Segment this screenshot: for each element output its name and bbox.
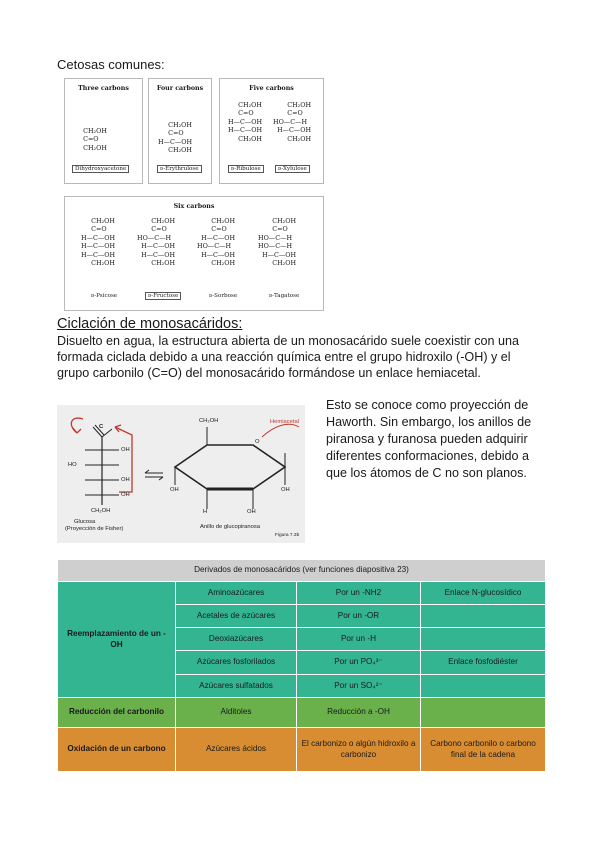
dihydroxyacetone-structure: CH₂OH C=O CH₂OH xyxy=(83,127,107,152)
xylulose-structure: CH₂OH C=O HO—C—H H—C—OH CH₂OH xyxy=(273,101,312,143)
ring-oh-left: OH xyxy=(170,487,179,493)
ring-ch2oh: CH₂OH xyxy=(199,418,219,424)
row-how: Por un -OR xyxy=(297,605,421,628)
figure-number: Figura 7.3b xyxy=(275,533,300,538)
row-name: Azúcares ácidos xyxy=(176,728,297,772)
erythrulose-structure: CH₂OH C=O H—C—OH CH₂OH xyxy=(158,121,193,155)
three-carbons-title: Three carbons xyxy=(78,85,129,92)
ring-oh-c2: OH xyxy=(247,509,256,515)
row-how: Por un -NH2 xyxy=(297,582,421,605)
ring-oxygen: O xyxy=(255,439,260,445)
row-name: Aminoazúcares xyxy=(176,582,297,605)
six-carbons-box xyxy=(64,196,324,311)
fischer-ho-2: HO xyxy=(68,462,77,468)
row-how: Por un -H xyxy=(297,628,421,651)
row-how: Por un SO₄²⁻ xyxy=(297,675,421,698)
row-how: El carbonizo o algún hidroxilo a carbonizo xyxy=(297,728,421,772)
five-carbons-title: Five carbons xyxy=(249,85,294,92)
fischer-ch2oh: CH₂OH xyxy=(91,508,111,514)
ring-caption: Anillo de glucopiranosa xyxy=(200,524,260,530)
sorbose-label: ᴅ-Sorbose xyxy=(209,293,238,299)
row-name: Azúcares sulfatados xyxy=(176,675,297,698)
fischer-c-label: C xyxy=(99,424,104,430)
row-name: Azúcares fosforilados xyxy=(176,651,297,675)
erythrulose-label: ᴅ-Erythrulose xyxy=(157,165,202,173)
paragraph-haworth: Esto se conoce como proyección de Haworth. Sin embargo, los anillos de piranosa y furanosa pueden adquirir diferentes conformaciones, debido a que los átomos de C no son planos. xyxy=(326,398,532,480)
row-note: Carbono carbonilo o carbono final de la cadena xyxy=(421,728,546,772)
ribulose-label: ᴅ-Ribulose xyxy=(228,165,264,173)
section-title-cetosas: Cetosas comunes: xyxy=(57,57,165,72)
table-header: Derivados de monosacáridos (ver funciones diapositiva 23) xyxy=(58,560,546,582)
row-name: Deoxiazúcares xyxy=(176,628,297,651)
fructose-structure: CH₂OH C=O HO—C—H H—C—OH H—C—OH CH₂OH xyxy=(137,217,176,268)
section-title-ciclacion: Ciclación de monosacáridos: xyxy=(57,316,243,332)
ring-h-c3: H xyxy=(203,509,208,515)
five-carbons-box xyxy=(219,78,324,184)
row-note xyxy=(421,605,546,628)
row-name: Alditoles xyxy=(176,698,297,728)
psicose-structure: CH₂OH C=O H—C—OH H—C—OH H—C—OH CH₂OH xyxy=(81,217,116,268)
tagatose-label: ᴅ-Tagatose xyxy=(269,293,300,299)
row-note xyxy=(421,675,546,698)
table-row xyxy=(58,698,546,728)
row-note: Enlace N-glucosídico xyxy=(421,582,546,605)
fischer-caption-2: (Proyección de Fisher) xyxy=(65,526,124,532)
row-how: Reducción a -OH xyxy=(297,698,421,728)
table-header-row xyxy=(58,560,546,582)
hemiacetal-label: Hemiacetal xyxy=(270,419,299,425)
row-note: Enlace fosfodiéster xyxy=(421,651,546,675)
sorbose-structure: CH₂OH C=O H—C—OH HO—C—H H—C—OH CH₂OH xyxy=(197,217,236,268)
haworth-figure xyxy=(57,405,305,543)
table-row xyxy=(58,582,546,605)
ring-oh-c1: OH xyxy=(281,487,290,493)
fructose-label: ᴅ-Fructose xyxy=(145,292,181,300)
tagatose-structure: CH₂OH C=O HO—C—H HO—C—H H—C—OH CH₂OH xyxy=(258,217,297,268)
fischer-oh-4: OH xyxy=(121,492,130,498)
four-carbons-title: Four carbons xyxy=(156,85,204,92)
table-row xyxy=(58,728,546,772)
fischer-oh-1: OH xyxy=(121,447,130,453)
ribulose-structure: CH₂OH C=O H—C—OH H—C—OH CH₂OH xyxy=(228,101,263,143)
dihydroxyacetone-label: Dihydroxyacetone xyxy=(72,165,129,173)
psicose-label: ᴅ-Psicose xyxy=(91,293,118,299)
paragraph-disuelto: Disuelto en agua, la estructura abierta de un monosacárido suele coexistir con una formada ciclada debido a una reacción química entre el grupo hidroxilo (-OH) y el grupo carbonilo (C=O) del monosacárido formándose un enlace hemiacetal. xyxy=(57,334,520,380)
group-reduccion: Reducción del carbonilo xyxy=(58,698,176,728)
group-oxidacion: Oxidación de un carbono xyxy=(58,728,176,772)
four-carbons-box xyxy=(148,78,212,184)
fischer-caption-1: Glucosa xyxy=(74,519,96,525)
group-reemplazamiento: Reemplazamiento de un -OH xyxy=(58,582,176,698)
row-name: Acetales de azúcares xyxy=(176,605,297,628)
row-note xyxy=(421,628,546,651)
six-carbons-title: Six carbons xyxy=(173,203,215,210)
row-how: Por un PO₄³⁻ xyxy=(297,651,421,675)
fischer-oh-3: OH xyxy=(121,477,130,483)
three-carbons-box xyxy=(64,78,143,184)
row-note xyxy=(421,698,546,728)
derivatives-table xyxy=(57,559,546,772)
xylulose-label: ᴅ-Xylulose xyxy=(275,165,310,173)
